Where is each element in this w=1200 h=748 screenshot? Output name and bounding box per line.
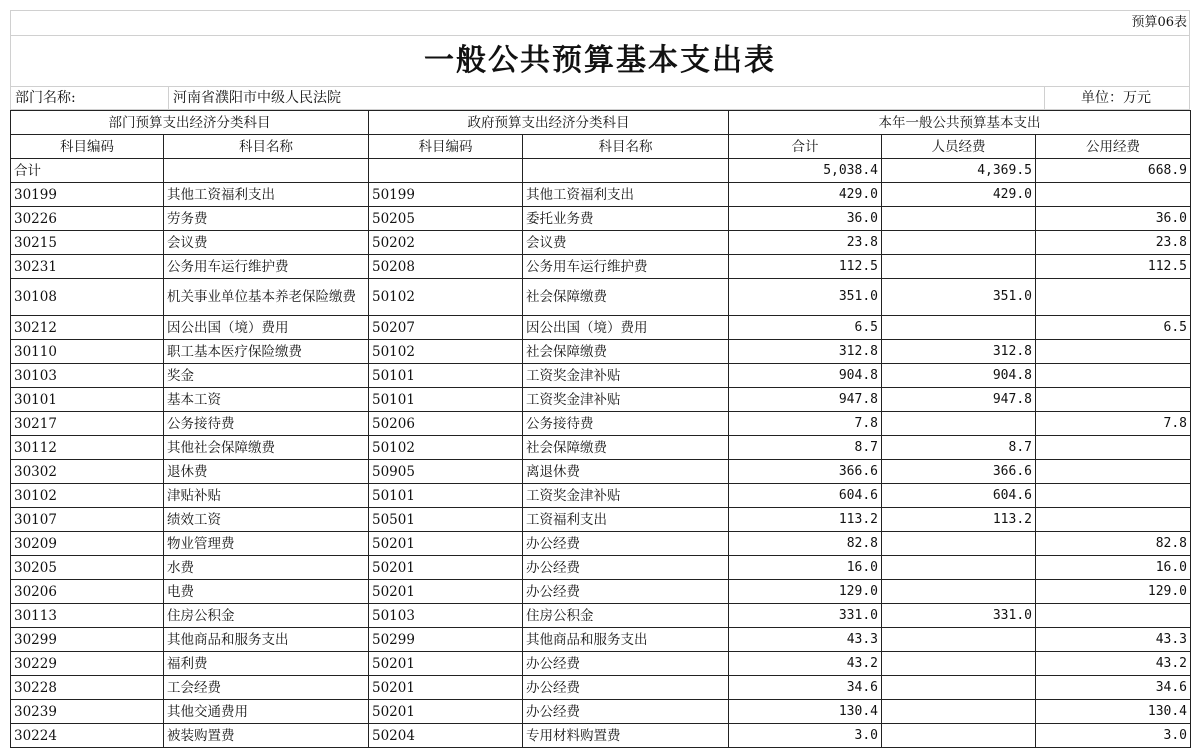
dept-code-cell: 30107 — [11, 508, 164, 532]
public-cell — [1036, 460, 1191, 484]
dept-name-cell: 奖金 — [164, 364, 369, 388]
public-cell — [1036, 279, 1191, 316]
total-cell: 112.5 — [729, 255, 882, 279]
public-cell: 129.0 — [1036, 580, 1191, 604]
col-header-gov-code: 科目编码 — [369, 135, 523, 159]
gov-code-cell: 50102 — [369, 436, 523, 460]
dept-name-cell: 劳务费 — [164, 207, 369, 231]
unit-label: 单位：万元 — [1081, 90, 1151, 106]
group-header-row — [11, 111, 1191, 135]
gov-name-cell: 工资奖金津补贴 — [523, 388, 729, 412]
table-row — [11, 508, 1191, 532]
gov-code-cell: 50201 — [369, 652, 523, 676]
total-public: 668.9 — [1036, 159, 1191, 183]
gov-name-cell: 委托业务费 — [523, 207, 729, 231]
personnel-cell: 947.8 — [882, 388, 1036, 412]
total-cell: 130.4 — [729, 700, 882, 724]
gov-code-cell: 50905 — [369, 460, 523, 484]
gov-code-cell: 50101 — [369, 484, 523, 508]
dept-code-cell: 30113 — [11, 604, 164, 628]
total-cell: 7.8 — [729, 412, 882, 436]
dept-name-cell: 会议费 — [164, 231, 369, 255]
dept-code-cell: 30215 — [11, 231, 164, 255]
table-row — [11, 652, 1191, 676]
dept-code-cell: 30226 — [11, 207, 164, 231]
gov-name-cell: 离退休费 — [523, 460, 729, 484]
dept-code-cell: 30101 — [11, 388, 164, 412]
table-row — [11, 364, 1191, 388]
dept-name-cell: 退休费 — [164, 460, 369, 484]
total-cell: 6.5 — [729, 316, 882, 340]
table-row — [11, 484, 1191, 508]
total-cell: 8.7 — [729, 436, 882, 460]
public-cell: 82.8 — [1036, 532, 1191, 556]
gov-code-cell: 50201 — [369, 676, 523, 700]
gov-name-cell: 社会保障缴费 — [523, 279, 729, 316]
budget-sheet — [10, 10, 1190, 748]
column-header-row — [11, 135, 1191, 159]
total-cell: 113.2 — [729, 508, 882, 532]
public-cell: 130.4 — [1036, 700, 1191, 724]
total-cell: 34.6 — [729, 676, 882, 700]
gov-code-cell: 50208 — [369, 255, 523, 279]
personnel-cell — [882, 231, 1036, 255]
total-amount: 5,038.4 — [729, 159, 882, 183]
gov-name-cell: 会议费 — [523, 231, 729, 255]
personnel-cell: 312.8 — [882, 340, 1036, 364]
gov-code-cell: 50207 — [369, 316, 523, 340]
public-cell — [1036, 183, 1191, 207]
total-personnel: 4,369.5 — [882, 159, 1036, 183]
gov-name-cell: 公务用车运行维护费 — [523, 255, 729, 279]
col-header-gov-name: 科目名称 — [523, 135, 729, 159]
public-cell — [1036, 604, 1191, 628]
dept-name-cell: 电费 — [164, 580, 369, 604]
total-cell: 82.8 — [729, 532, 882, 556]
gov-code-cell: 50102 — [369, 279, 523, 316]
gov-code-cell: 50501 — [369, 508, 523, 532]
dept-name-cell: 其他社会保障缴费 — [164, 436, 369, 460]
dept-code-cell: 30112 — [11, 436, 164, 460]
dept-name-cell: 机关事业单位基本养老保险缴费 — [164, 279, 369, 316]
group-header-dept: 部门预算支出经济分类科目 — [11, 111, 369, 135]
total-cell: 366.6 — [729, 460, 882, 484]
table-row — [11, 628, 1191, 652]
table-row — [11, 724, 1191, 748]
table-row — [11, 231, 1191, 255]
public-cell: 7.8 — [1036, 412, 1191, 436]
dept-name-cell: 被装购置费 — [164, 724, 369, 748]
table-row — [11, 255, 1191, 279]
gov-name-cell: 公务接待费 — [523, 412, 729, 436]
public-cell — [1036, 508, 1191, 532]
personnel-cell — [882, 700, 1036, 724]
table-row — [11, 279, 1191, 316]
doc-number: 预算06表 — [10, 10, 1190, 35]
gov-name-cell: 工资奖金津补贴 — [523, 484, 729, 508]
total-cell: 16.0 — [729, 556, 882, 580]
total-cell: 3.0 — [729, 724, 882, 748]
public-cell: 16.0 — [1036, 556, 1191, 580]
gov-code-cell: 50201 — [369, 556, 523, 580]
gov-name-cell: 办公经费 — [523, 556, 729, 580]
group-header-gov: 政府预算支出经济分类科目 — [369, 111, 729, 135]
personnel-cell — [882, 316, 1036, 340]
dept-code-cell: 30199 — [11, 183, 164, 207]
dept-label: 部门名称: — [11, 87, 169, 109]
dept-name-cell: 其他商品和服务支出 — [164, 628, 369, 652]
table-row — [11, 207, 1191, 231]
gov-name-cell: 专用材料购置费 — [523, 724, 729, 748]
dept-code-cell: 30229 — [11, 652, 164, 676]
table-row — [11, 556, 1191, 580]
gov-code-cell: 50206 — [369, 412, 523, 436]
public-cell: 43.2 — [1036, 652, 1191, 676]
public-cell: 6.5 — [1036, 316, 1191, 340]
dept-name-cell: 公务用车运行维护费 — [164, 255, 369, 279]
col-header-personnel: 人员经费 — [882, 135, 1036, 159]
dept-code-cell: 30103 — [11, 364, 164, 388]
total-cell: 312.8 — [729, 340, 882, 364]
gov-code-cell: 50201 — [369, 532, 523, 556]
gov-name-cell: 因公出国（境）费用 — [523, 316, 729, 340]
gov-code-cell: 50205 — [369, 207, 523, 231]
dept-name-cell: 物业管理费 — [164, 532, 369, 556]
total-cell: 43.3 — [729, 628, 882, 652]
total-row — [11, 159, 1191, 183]
personnel-cell — [882, 724, 1036, 748]
dept-name-cell: 福利费 — [164, 652, 369, 676]
gov-code-cell: 50204 — [369, 724, 523, 748]
table-row — [11, 412, 1191, 436]
dept-code-cell: 30224 — [11, 724, 164, 748]
gov-name-cell: 办公经费 — [523, 652, 729, 676]
dept-code-cell: 30108 — [11, 279, 164, 316]
group-header-budget: 本年一般公共预算基本支出 — [729, 111, 1191, 135]
personnel-cell — [882, 255, 1036, 279]
table-row — [11, 700, 1191, 724]
gov-name-cell: 办公经费 — [523, 580, 729, 604]
table-row — [11, 436, 1191, 460]
gov-name-cell: 工资福利支出 — [523, 508, 729, 532]
table-row — [11, 460, 1191, 484]
total-cell: 36.0 — [729, 207, 882, 231]
col-header-public: 公用经费 — [1036, 135, 1191, 159]
dept-name-cell: 住房公积金 — [164, 604, 369, 628]
personnel-cell — [882, 676, 1036, 700]
gov-code-cell: 50202 — [369, 231, 523, 255]
dept-code-cell: 30231 — [11, 255, 164, 279]
col-header-dept-code: 科目编码 — [11, 135, 164, 159]
public-cell: 36.0 — [1036, 207, 1191, 231]
gov-code-cell: 50101 — [369, 364, 523, 388]
table-row — [11, 388, 1191, 412]
personnel-cell: 604.6 — [882, 484, 1036, 508]
public-cell: 3.0 — [1036, 724, 1191, 748]
dept-name-cell: 职工基本医疗保险缴费 — [164, 340, 369, 364]
col-header-dept-name: 科目名称 — [164, 135, 369, 159]
public-cell — [1036, 436, 1191, 460]
gov-name-cell: 办公经费 — [523, 700, 729, 724]
gov-code-cell: 50101 — [369, 388, 523, 412]
dept-code-cell: 30217 — [11, 412, 164, 436]
dept-name-cell: 公务接待费 — [164, 412, 369, 436]
gov-code-cell: 50103 — [369, 604, 523, 628]
table-row — [11, 604, 1191, 628]
dept-name-cell: 水费 — [164, 556, 369, 580]
table-row — [11, 676, 1191, 700]
gov-code-cell: 50201 — [369, 580, 523, 604]
dept-code-cell: 30110 — [11, 340, 164, 364]
col-header-total: 合计 — [729, 135, 882, 159]
gov-code-cell: 50199 — [369, 183, 523, 207]
total-cell: 129.0 — [729, 580, 882, 604]
personnel-cell — [882, 412, 1036, 436]
public-cell — [1036, 388, 1191, 412]
public-cell: 34.6 — [1036, 676, 1191, 700]
gov-name-cell: 办公经费 — [523, 676, 729, 700]
dept-code-cell: 30239 — [11, 700, 164, 724]
personnel-cell: 351.0 — [882, 279, 1036, 316]
dept-code-cell: 30102 — [11, 484, 164, 508]
personnel-cell — [882, 628, 1036, 652]
personnel-cell: 113.2 — [882, 508, 1036, 532]
dept-name-cell: 基本工资 — [164, 388, 369, 412]
dept-code-cell: 30205 — [11, 556, 164, 580]
dept-code-cell: 30228 — [11, 676, 164, 700]
personnel-cell: 331.0 — [882, 604, 1036, 628]
total-cell: 604.6 — [729, 484, 882, 508]
total-label: 合计 — [11, 159, 164, 183]
table-row — [11, 316, 1191, 340]
gov-name-cell: 社会保障缴费 — [523, 340, 729, 364]
table-row — [11, 580, 1191, 604]
dept-name-cell: 绩效工资 — [164, 508, 369, 532]
personnel-cell — [882, 652, 1036, 676]
personnel-cell — [882, 207, 1036, 231]
total-empty-cell — [369, 159, 523, 183]
table-row — [11, 340, 1191, 364]
personnel-cell: 904.8 — [882, 364, 1036, 388]
total-empty-cell — [523, 159, 729, 183]
dept-name-cell: 工会经费 — [164, 676, 369, 700]
personnel-cell — [882, 556, 1036, 580]
dept-name-cell: 其他工资福利支出 — [164, 183, 369, 207]
gov-code-cell: 50201 — [369, 700, 523, 724]
total-cell: 429.0 — [729, 183, 882, 207]
personnel-cell: 366.6 — [882, 460, 1036, 484]
gov-code-cell: 50299 — [369, 628, 523, 652]
dept-name-cell: 因公出国（境）费用 — [164, 316, 369, 340]
page-title: 一般公共预算基本支出表 — [10, 35, 1190, 86]
dept-code-cell: 30209 — [11, 532, 164, 556]
budget-table — [10, 110, 1191, 748]
dept-code-cell: 30212 — [11, 316, 164, 340]
public-cell: 43.3 — [1036, 628, 1191, 652]
total-cell: 904.8 — [729, 364, 882, 388]
dept-name-cell: 其他交通费用 — [164, 700, 369, 724]
total-empty-cell — [164, 159, 369, 183]
table-row — [11, 183, 1191, 207]
gov-name-cell: 社会保障缴费 — [523, 436, 729, 460]
info-row — [10, 86, 1190, 110]
personnel-cell: 8.7 — [882, 436, 1036, 460]
gov-name-cell: 其他工资福利支出 — [523, 183, 729, 207]
gov-code-cell: 50102 — [369, 340, 523, 364]
gov-name-cell: 工资奖金津补贴 — [523, 364, 729, 388]
table-row — [11, 532, 1191, 556]
gov-name-cell: 办公经费 — [523, 532, 729, 556]
total-cell: 331.0 — [729, 604, 882, 628]
dept-code-cell: 30299 — [11, 628, 164, 652]
personnel-cell — [882, 532, 1036, 556]
public-cell — [1036, 364, 1191, 388]
gov-name-cell: 住房公积金 — [523, 604, 729, 628]
dept-name: 河南省濮阳市中级人民法院 — [169, 87, 1045, 109]
total-cell: 947.8 — [729, 388, 882, 412]
total-cell: 43.2 — [729, 652, 882, 676]
total-cell: 23.8 — [729, 231, 882, 255]
dept-name-cell: 津贴补贴 — [164, 484, 369, 508]
personnel-cell: 429.0 — [882, 183, 1036, 207]
total-cell: 351.0 — [729, 279, 882, 316]
public-cell: 23.8 — [1036, 231, 1191, 255]
gov-name-cell: 其他商品和服务支出 — [523, 628, 729, 652]
dept-code-cell: 30302 — [11, 460, 164, 484]
personnel-cell — [882, 580, 1036, 604]
public-cell — [1036, 340, 1191, 364]
dept-code-cell: 30206 — [11, 580, 164, 604]
public-cell — [1036, 484, 1191, 508]
public-cell: 112.5 — [1036, 255, 1191, 279]
